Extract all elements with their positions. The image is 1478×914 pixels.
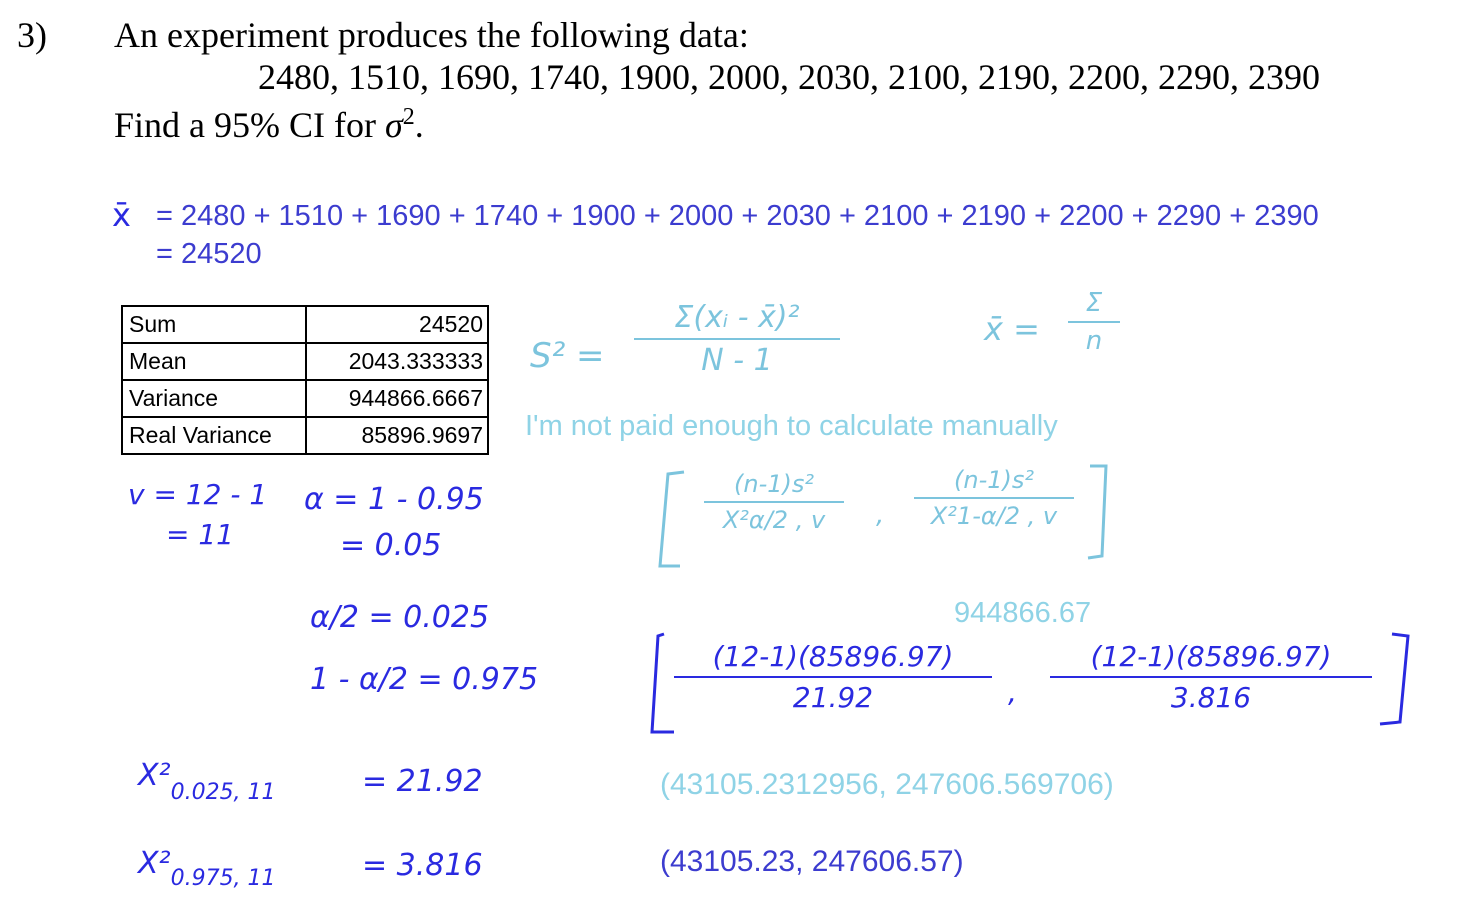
ci-calc-left-denominator: 21.92: [792, 681, 874, 714]
xbar-numerator: Σ: [1085, 288, 1103, 318]
manual-note: I'm not paid enough to calculate manually: [525, 410, 1058, 442]
ci-result-raw: (43105.2312956, 247606.569706): [660, 768, 1114, 801]
chi1-label: X²: [138, 758, 171, 793]
xbar-fraction: [1068, 288, 1120, 356]
problem-question: [114, 104, 424, 146]
ci-calc-right-numerator: (12-1)(85896.97): [1090, 640, 1332, 673]
s2-formula-lhs: S² =: [530, 336, 605, 376]
chi2-expression: [138, 846, 276, 891]
ci-calc-left-numerator: (12-1)(85896.97): [712, 640, 954, 673]
df-line-1: v = 12 - 1: [128, 478, 268, 511]
left-bracket-icon: [660, 472, 684, 566]
xbar-symbol: x̄: [112, 196, 131, 234]
xbar-formula-lhs: x̄ =: [984, 310, 1040, 348]
table-cell-label: Mean: [122, 343, 306, 380]
ci-left-numerator: (n-1)s²: [734, 470, 814, 498]
question-period: .: [414, 105, 424, 145]
ci-left-fraction: [704, 470, 844, 534]
one-minus-alpha-half: 1 - α/2 = 0.975: [310, 662, 539, 697]
table-cell-value: 944866.6667: [306, 380, 488, 417]
chi2-subscript: 0.975, 11: [170, 866, 276, 891]
df-line-2: = 11: [166, 518, 234, 551]
s2-fraction: [634, 300, 840, 378]
problem-intro: An experiment produces the following data:: [114, 15, 749, 55]
s2-denominator: N - 1: [701, 343, 773, 378]
sum-line-2: = 24520: [156, 238, 262, 270]
table-cell-label: Real Variance: [122, 417, 306, 454]
fraction-bar: [1050, 676, 1372, 678]
variance-reference: 944866.67: [954, 597, 1092, 629]
table-cell-value: 85896.9697: [306, 417, 488, 454]
ci-right-denominator: X²1-α/2 , v: [930, 502, 1058, 530]
fraction-bar: [704, 501, 844, 503]
alpha-line-1: α = 1 - 0.95: [304, 482, 484, 517]
fraction-bar: [1068, 321, 1120, 323]
alpha-half: α/2 = 0.025: [310, 600, 490, 635]
alpha-line-2: = 0.05: [340, 528, 442, 563]
ci-right-numerator: (n-1)s²: [954, 466, 1034, 494]
table-cell-label: Variance: [122, 380, 306, 417]
table-row: [122, 306, 488, 343]
s2-numerator: Σ(xᵢ - x̄)²: [674, 300, 800, 335]
left-bracket-icon: [652, 634, 674, 732]
table-cell-value: 24520: [306, 306, 488, 343]
chi2-value: = 3.816: [362, 848, 483, 883]
table-cell-label: Sum: [122, 306, 306, 343]
table-row: [122, 417, 488, 454]
table-row: [122, 343, 488, 380]
ci-calc-right-fraction: [1050, 640, 1372, 714]
question-text: Find a 95% CI for: [114, 105, 385, 145]
sum-line-1: = 2480 + 1510 + 1690 + 1740 + 1900 + 2000 + 2030 + 2100 + 2190 + 2200 + 2290 + 2390: [156, 200, 1319, 232]
ci-calc-left-fraction: [674, 640, 992, 714]
ci-calc-comma: ,: [1008, 676, 1017, 709]
ci-result-rounded: (43105.23, 247606.57): [660, 845, 964, 878]
ci-calc-right-denominator: 3.816: [1170, 681, 1252, 714]
chi1-expression: [138, 758, 276, 805]
fraction-bar: [914, 497, 1074, 499]
ci-right-fraction: [914, 466, 1074, 530]
chi1-subscript: 0.025, 11: [170, 780, 276, 805]
fraction-bar: [634, 338, 840, 340]
problem-data-values: 2480, 1510, 1690, 1740, 1900, 2000, 2030, 2100, 2190, 2200, 2290, 2390: [258, 57, 1320, 97]
sigma-symbol: σ: [384, 105, 403, 145]
table-cell-value: 2043.333333: [306, 343, 488, 380]
ci-comma: ,: [876, 500, 885, 530]
sigma-exponent: 2: [402, 104, 415, 130]
right-bracket-icon: [1380, 634, 1408, 724]
ci-left-denominator: X²α/2 , v: [722, 506, 826, 534]
chi2-label: X²: [138, 846, 171, 881]
table-row: [122, 380, 488, 417]
fraction-bar: [674, 676, 992, 678]
problem-number: 3): [17, 15, 47, 55]
chi1-value: = 21.92: [362, 764, 483, 799]
stats-table: [121, 305, 489, 455]
right-bracket-icon: [1088, 466, 1106, 558]
xbar-denominator: n: [1085, 326, 1103, 356]
